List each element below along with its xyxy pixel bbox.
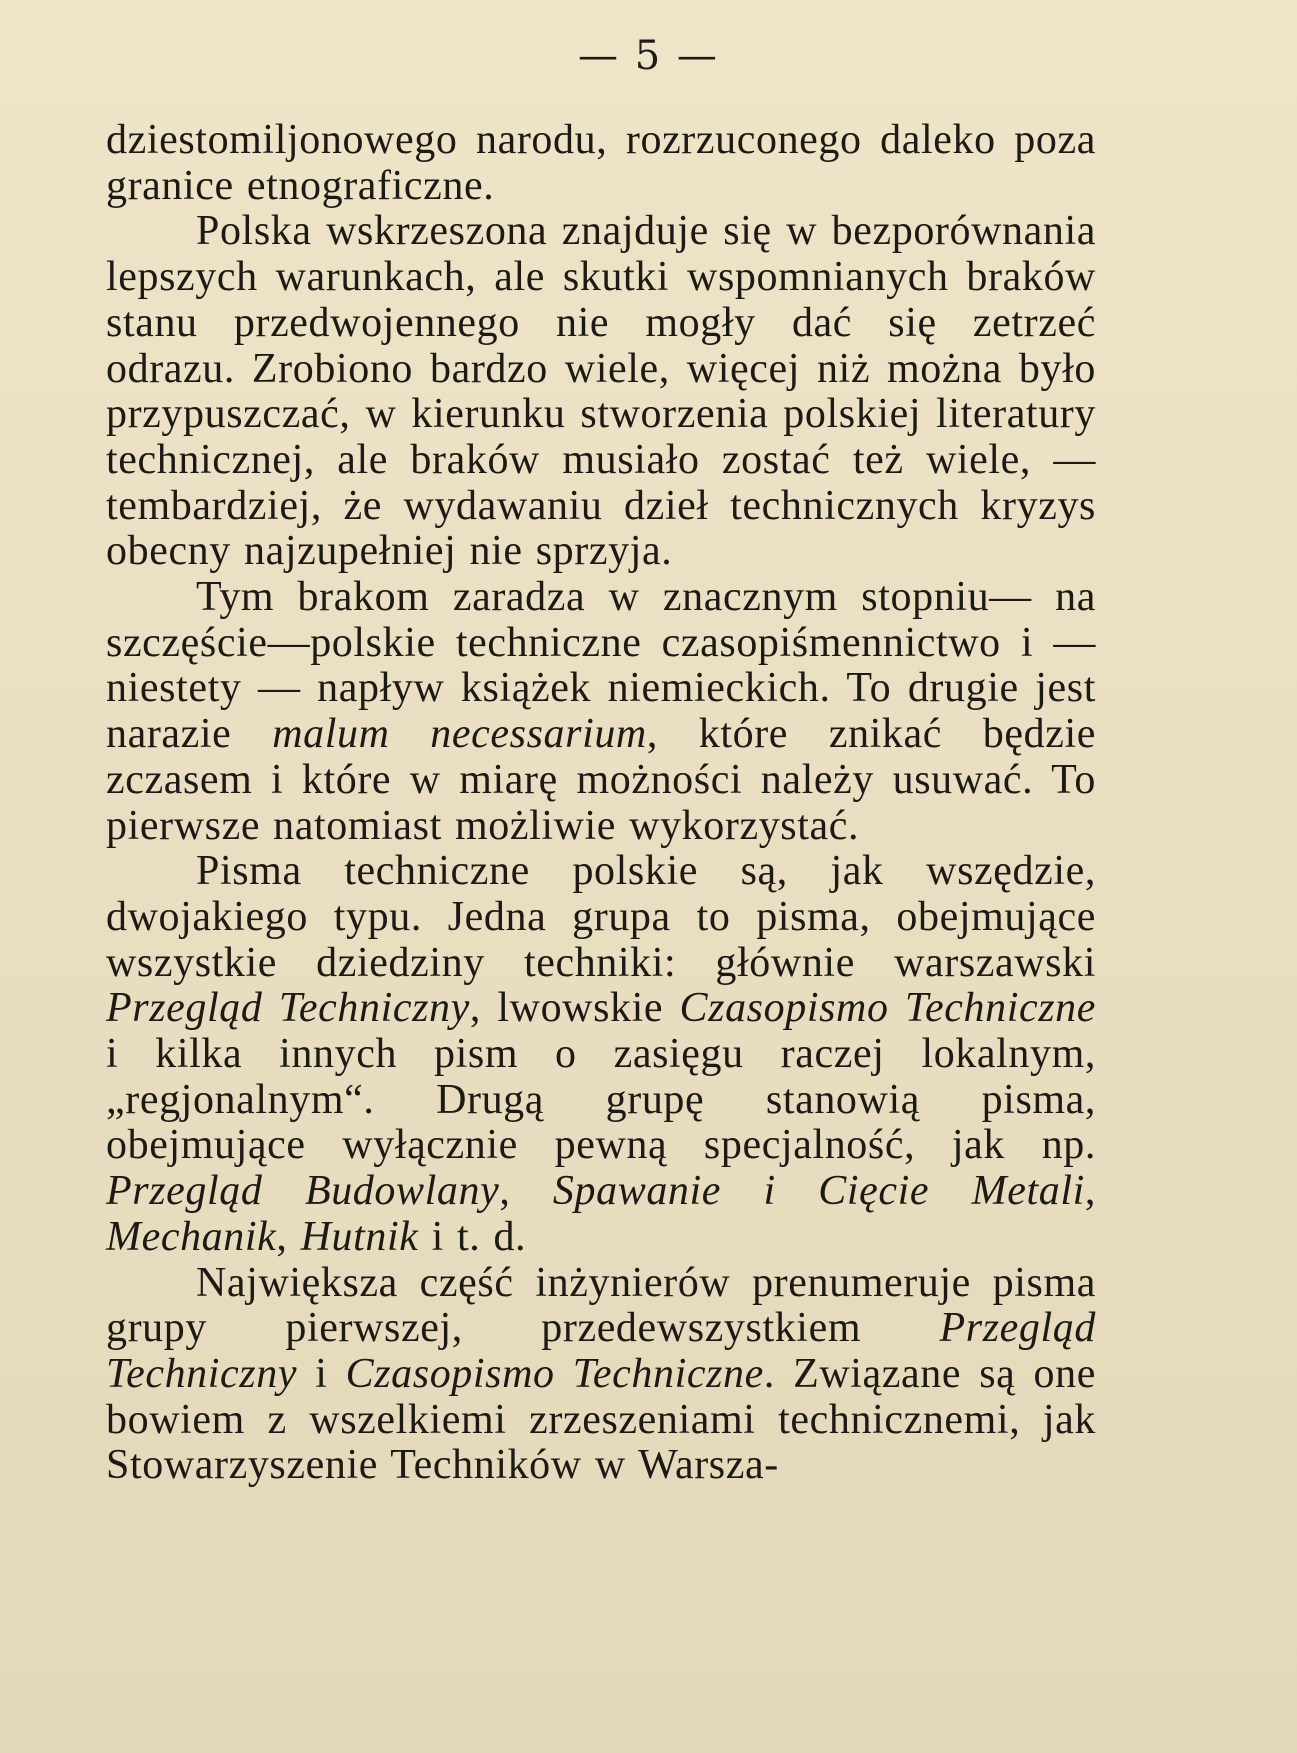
- italic-title: Hutnik: [300, 1213, 419, 1260]
- text-segment: . Związane są one bowiem z wszelkiemi zrzeszeniami technicznemi, jak Stowarzyszenie Techników w Warsza-: [106, 1350, 1096, 1489]
- text-segment: ,: [1084, 1168, 1096, 1215]
- italic-title: Spawanie i Cięcie Metali: [552, 1168, 1085, 1215]
- text-segment: , lwowskie: [469, 985, 680, 1032]
- text-segment: ,: [276, 1213, 301, 1260]
- italic-title: Przegląd Techniczny: [106, 985, 470, 1032]
- paragraph-1: [106, 118, 1096, 209]
- italic-title: Czasopismo Techniczne: [679, 985, 1097, 1032]
- paragraph-4: [106, 849, 1096, 1260]
- text-segment: i kilka innych pism o zasięgu raczej lokalnym, „regjonalnym“. Drugą grupę stanowią pisma, obejmujące wyłącznie pewną specjalność, jak np.: [106, 1031, 1096, 1169]
- italic-title: Mechanik: [106, 1213, 277, 1260]
- text-segment: i t. d.: [418, 1213, 527, 1260]
- text-segment: Tym brakom zaradza w znacznym stopniu— na szczęście—polskie techniczne czasopiśmennictwo i — niestety — napływ książek niemieckich. To drugie jest narazie: [106, 574, 1096, 758]
- italic-title: Przegląd Budowlany: [106, 1168, 500, 1215]
- page-number: — 5 —: [578, 33, 719, 79]
- text-segment: Największa część inżynierów prenumeruje pisma grupy pierwszej, przedewszystkiem: [106, 1259, 1096, 1352]
- italic-title: Przegląd Techniczny: [106, 1305, 1096, 1397]
- paragraph-5: [106, 1261, 1096, 1490]
- text-segment: Pisma techniczne polskie są, jak wszędzie, dwojakiego typu. Jedna grupa to pisma, obejmujące wszystkie dziedziny techniki: głównie warszawski: [106, 848, 1096, 986]
- text-segment: , które znikać będzie zczasem i które w miarę możności należy usuwać. To pierwsze natomiast możliwie wykorzystać.: [106, 711, 1096, 849]
- paragraph-2: [106, 209, 1096, 575]
- text-segment: Polska wskrzeszona znajduje się w bezporównania lepszych warunkach, ale skutki wspomnianych braków stanu przedwojennego nie mogły dać się zetrzeć odrazu. Zrobiono bardzo wiele, więcej niż można było przypuszczać, w kierunku stworzenia polskiej literatury technicznej, ale braków musiało zostać też wiele, — tembardziej, że wydawaniu dzieł technicznych kryzys obecny najzupełniej nie sprzyja.: [106, 208, 1096, 575]
- paragraph-3: [106, 575, 1096, 849]
- text-segment: dziestomiljonowego narodu, rozrzuconego daleko poza granice etnograficzne.: [106, 117, 1096, 209]
- text-segment: ,: [499, 1168, 553, 1215]
- italic-phrase: malum necessarium: [272, 711, 647, 758]
- body-text: [106, 118, 1096, 1489]
- text-segment: i: [297, 1350, 346, 1397]
- italic-title: Czasopismo Techniczne: [345, 1350, 764, 1397]
